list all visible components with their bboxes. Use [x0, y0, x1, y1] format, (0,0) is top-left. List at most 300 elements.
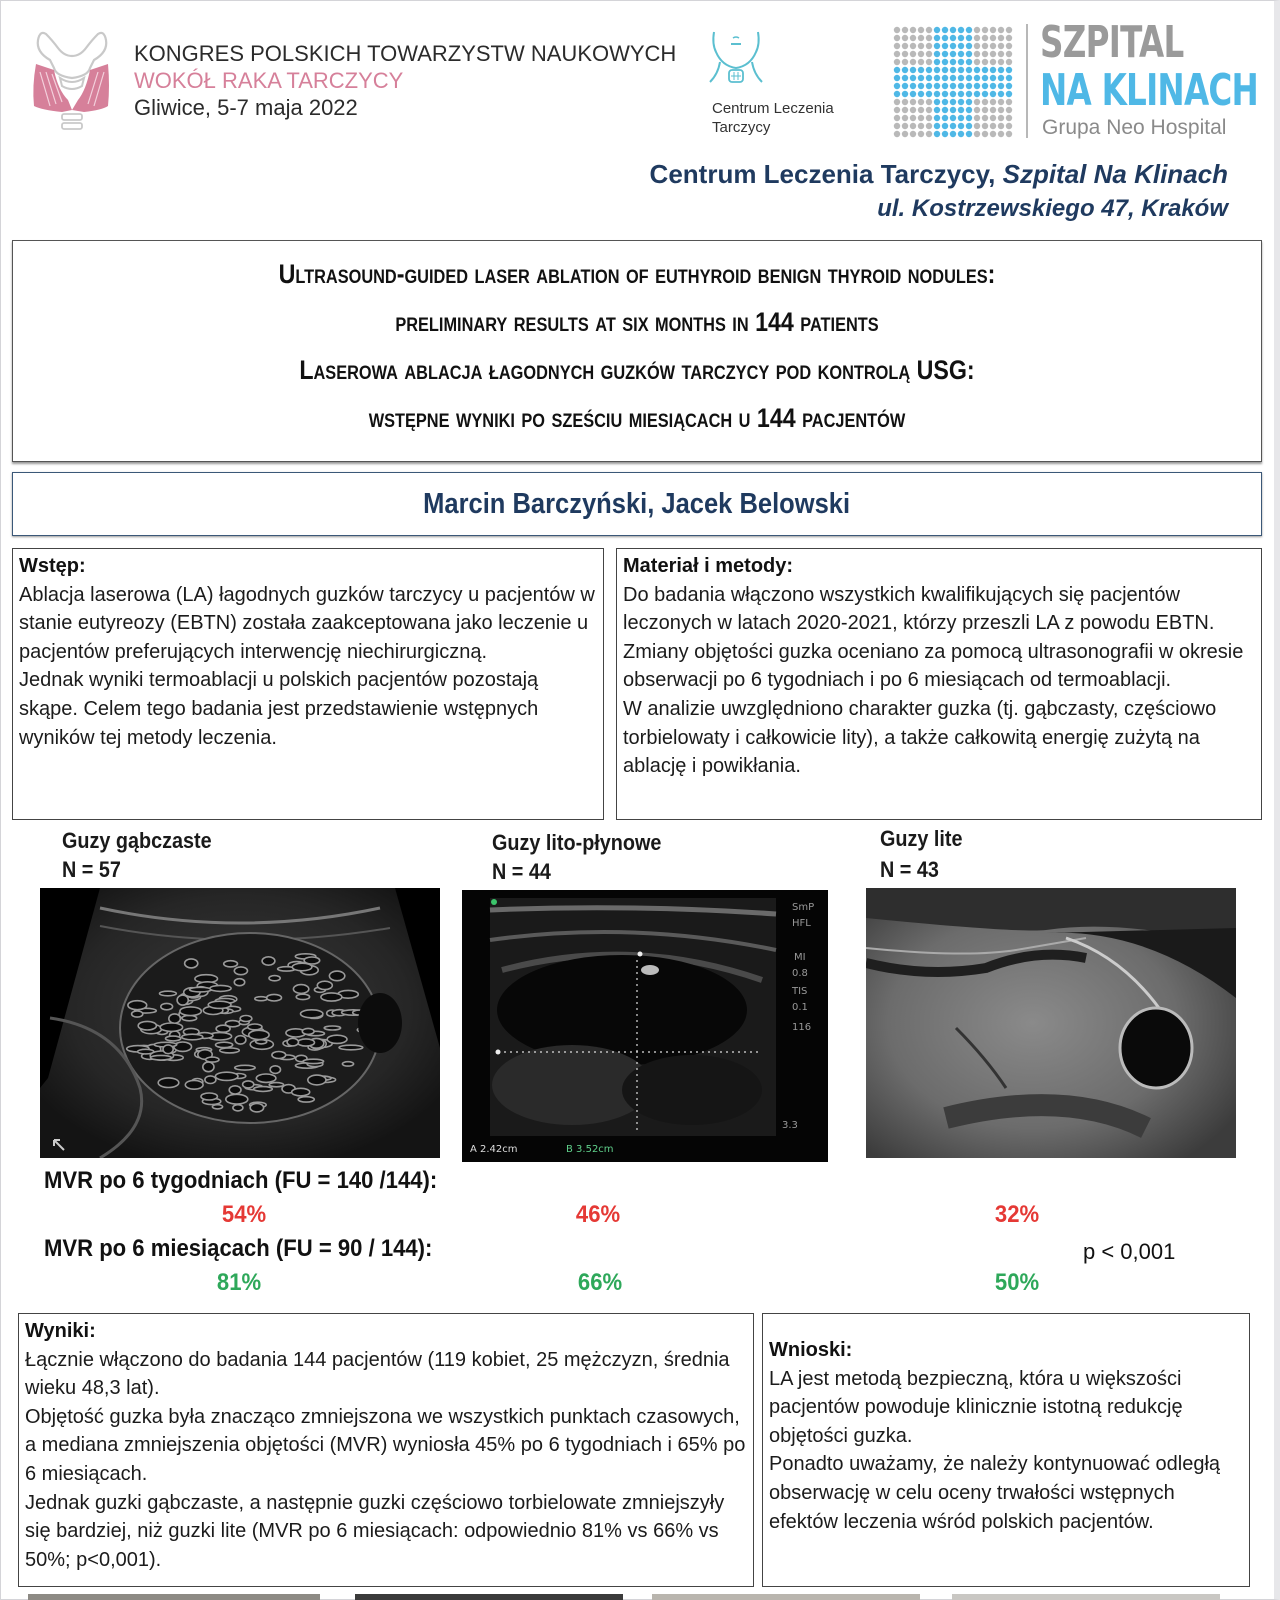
logo-dot [894, 115, 900, 121]
logo-dot [950, 115, 956, 121]
logo-dot [966, 67, 972, 73]
logo-dot [966, 107, 972, 113]
logo-dot [998, 91, 1004, 97]
logo-dot [934, 107, 940, 113]
logo-dot [966, 27, 972, 33]
logo-dot [902, 91, 908, 97]
logo-dot [990, 75, 996, 81]
logo-dot [974, 115, 980, 121]
us-mi-value: 0.8 [792, 968, 808, 979]
methods-heading: Materiał i metody: [623, 555, 794, 577]
logo-dot [990, 91, 996, 97]
logo-dot [958, 99, 964, 105]
logo-dot [974, 91, 980, 97]
logo-dot [974, 35, 980, 41]
sponge-cell [210, 985, 231, 991]
logo-dot [1006, 75, 1012, 81]
caliper-a-marker [638, 952, 643, 957]
logo-dot [942, 67, 948, 73]
logo-dot [934, 131, 940, 137]
logo-dot [910, 43, 916, 49]
hospital-dot-grid-icon [893, 26, 1013, 138]
sponge-cell [229, 1086, 241, 1094]
logo-dot [990, 35, 996, 41]
sponge-cell [301, 1010, 323, 1018]
group-spongiform-n: N = 57 [62, 857, 121, 882]
us-mode2: HFL [792, 918, 811, 929]
logo-dot [934, 67, 940, 73]
logo-dot [942, 131, 948, 137]
logo-dot [982, 131, 988, 137]
logo-dot [950, 99, 956, 105]
logo-dot [934, 123, 940, 129]
sponge-cell [262, 957, 275, 965]
results-panel [18, 1313, 754, 1587]
sponge-cell [287, 1038, 298, 1046]
logo-dot [990, 107, 996, 113]
logo-dot [902, 83, 908, 89]
logo-dot [982, 123, 988, 129]
us-measure-b: B 3.52cm [566, 1144, 614, 1155]
institution-center: Centrum Leczenia Tarczycy, [649, 159, 1003, 189]
logo-dot [926, 107, 932, 113]
logo-dot [910, 35, 916, 41]
us-gain: 116 [792, 1022, 812, 1033]
mvr-months-solid: 50% [994, 1269, 1040, 1296]
logo-dot [990, 27, 996, 33]
sponge-cell [160, 991, 177, 996]
logo-dot [918, 83, 924, 89]
sponge-cell [329, 971, 344, 981]
logo-dot [910, 115, 916, 121]
spongiform-ultrasound-image [40, 888, 440, 1158]
logo-dot [910, 75, 916, 81]
hospital-name-line2: NA KLINACH [1040, 65, 1259, 116]
logo-dot [918, 123, 924, 129]
logo-dot [982, 35, 988, 41]
us-mi-label: MI [794, 952, 806, 963]
logo-dot [958, 35, 964, 41]
hospital-name-line1: SZPITAL [1040, 17, 1184, 68]
logo-dot [926, 131, 932, 137]
poster-title-box [12, 240, 1262, 462]
logo-dot [902, 115, 908, 121]
logo-dot [974, 51, 980, 57]
logo-dot [910, 51, 916, 57]
sponge-cell [182, 1034, 203, 1040]
logo-dot [990, 51, 996, 57]
sponge-cell [293, 985, 308, 994]
logo-dot [926, 75, 932, 81]
intro-paragraph: Jednak wyniki termoablacji u polskich pacjentów pozostają skąpe. Celem tego badania jest przedstawienie wstępnych wyników tej metody leczenia. [19, 669, 539, 749]
logo-dot [942, 99, 948, 105]
sponge-cell [132, 1011, 143, 1017]
logo-dot [958, 43, 964, 49]
logo-dot [958, 59, 964, 65]
logo-dot [910, 99, 916, 105]
sponge-cell [298, 1039, 315, 1046]
sponge-cell [240, 1016, 252, 1022]
logo-dot [926, 67, 932, 73]
sponge-cell [226, 1094, 248, 1104]
authors: Marcin Barczyński, Jacek Belowski [423, 488, 851, 520]
conclusions-paragraph: Ponadto uważamy, że należy kontynuować odległą obserwację w celu oceny trwałości wstępnych efektów leczenia wśród polskich pacjentów. [769, 1453, 1221, 1533]
caliper-b-marker [496, 1050, 501, 1055]
logo-dot [894, 35, 900, 41]
sponge-cell [269, 1083, 283, 1087]
logo-dot [990, 115, 996, 121]
logo-dot [894, 131, 900, 137]
logo-dot [918, 107, 924, 113]
logo-dot [998, 75, 1004, 81]
sponge-cell [269, 976, 280, 981]
logo-dot [966, 99, 972, 105]
authors-box [12, 472, 1262, 536]
logo-dot [982, 51, 988, 57]
logo-dot [950, 35, 956, 41]
logo-dot [982, 99, 988, 105]
logo-dot [998, 35, 1004, 41]
logo-dot [958, 107, 964, 113]
logo-dot [998, 27, 1004, 33]
logo-dot [934, 83, 940, 89]
logo-dot [982, 67, 988, 73]
logo-dot [918, 59, 924, 65]
logo-dot [894, 99, 900, 105]
group-solid-n: N = 43 [880, 857, 939, 882]
group-solid-label: Guzy lite [880, 826, 963, 851]
logo-dot [942, 75, 948, 81]
logo-dot [1006, 107, 1012, 113]
thyroid-logo-icon [32, 26, 112, 136]
logo-dot [998, 123, 1004, 129]
sponge-cell [216, 1025, 230, 1032]
sponge-cell [256, 1040, 267, 1044]
logo-dot [926, 115, 932, 121]
logo-dot [958, 91, 964, 97]
logo-dot [910, 91, 916, 97]
logo-dot [966, 131, 972, 137]
logo-dot [966, 51, 972, 57]
logo-dot [942, 91, 948, 97]
mvr-weeks-label: MVR po 6 tygodniach (FU = 140 /144): [44, 1167, 438, 1194]
logo-dot [902, 131, 908, 137]
logo-dot [958, 115, 964, 121]
hospital-group: Grupa Neo Hospital [1042, 116, 1227, 139]
logo-dot [902, 107, 908, 113]
sponge-cell [180, 1007, 201, 1016]
logo-dot [926, 35, 932, 41]
logo-dot [982, 83, 988, 89]
logo-dot [918, 75, 924, 81]
logo-dot [1006, 99, 1012, 105]
logo-dot [982, 91, 988, 97]
sponge-cell [158, 1078, 179, 1088]
logo-dot [958, 27, 964, 33]
results-heading: Wyniki: [25, 1320, 96, 1342]
sponge-cell [298, 1097, 314, 1102]
sponge-cell [321, 993, 342, 1001]
logo-dot [966, 83, 972, 89]
logo-dot [1006, 59, 1012, 65]
logo-dot [934, 99, 940, 105]
sponge-cell [138, 1021, 156, 1030]
sponge-cell [163, 1045, 173, 1054]
logo-dot [902, 43, 908, 49]
logo-dot [974, 123, 980, 129]
sponge-cell [243, 1081, 254, 1088]
logo-dot [894, 27, 900, 33]
methods-paragraph: Do badania włączono wszystkich kwalifikujących się pacjentów leczonych w latach 2020-2021, którzy przeszli LA z powodu EBTN. Zmiany objętości guzka oceniano za pomocą ultrasonografii w okresie obserwacji po 6 tygodniach i po 6 miesiącach od termoablacji. [623, 583, 1244, 692]
us-mode1: SmP [792, 902, 815, 913]
mvr-months-label: MVR po 6 miesiącach (FU = 90 / 144): [44, 1235, 433, 1262]
logo-dot [998, 99, 1004, 105]
conclusions-panel [762, 1313, 1250, 1587]
congress-title [134, 40, 676, 121]
logo-dot [974, 107, 980, 113]
sponge-cell [292, 1088, 310, 1096]
logo-dot [894, 43, 900, 49]
sponge-cell [233, 1105, 243, 1111]
logo-dot [918, 27, 924, 33]
logo-dot [918, 35, 924, 41]
sponge-cell [208, 1001, 231, 1008]
mvr-weeks-spongiform: 54% [221, 1201, 267, 1228]
logo-dot [998, 59, 1004, 65]
sponge-cell [249, 1030, 269, 1039]
logo-dot [902, 59, 908, 65]
sponge-cell [160, 1023, 182, 1031]
logo-dot [910, 123, 916, 129]
mvr-weeks-solid: 32% [994, 1201, 1040, 1228]
clt-logo-text [712, 99, 834, 137]
sponge-cell [254, 1087, 273, 1092]
logo-dot [934, 75, 940, 81]
us-tis-label: TIS [792, 986, 808, 997]
logo-dot [998, 131, 1004, 137]
logo-dot [942, 43, 948, 49]
logo-dot [934, 91, 940, 97]
sponge-cell [304, 957, 320, 964]
logo-dot [958, 131, 964, 137]
logo-dot [966, 91, 972, 97]
logo-dot [966, 75, 972, 81]
logo-dot [894, 123, 900, 129]
sponge-cell [161, 1003, 173, 1009]
photo-strip-2 [355, 1594, 623, 1600]
logo-dot [974, 27, 980, 33]
logo-dot [950, 123, 956, 129]
sponge-cell [151, 1055, 172, 1060]
logo-dot [950, 107, 956, 113]
mvr-weeks-mixed: 46% [575, 1201, 621, 1228]
logo-dot [1006, 43, 1012, 49]
sponge-cell [169, 1014, 181, 1023]
sponge-cell [270, 1066, 280, 1074]
logo-dot [958, 51, 964, 57]
logo-dot [934, 27, 940, 33]
clt-line1: Centrum Leczenia [712, 100, 834, 117]
title-pl-line2: wstępne wyniki po sześciu miesiącach u 144 pacjentów [368, 403, 906, 433]
logo-dot [1006, 123, 1012, 129]
logo-dot [998, 107, 1004, 113]
logo-dot [950, 43, 956, 49]
sponge-cell [190, 987, 212, 992]
title-en-line1: Ultrasound-guided laser ablation of euthyroid benign thyroid nodules: [278, 259, 996, 289]
logo-dot [894, 51, 900, 57]
group-mixed-label: Guzy lito-płynowe [492, 830, 662, 855]
logo-dot [910, 27, 916, 33]
us-tis-value: 0.1 [792, 1002, 808, 1013]
logo-dot [966, 35, 972, 41]
congress-line2: WOKÓŁ RAKA TARCZYCY [134, 68, 404, 93]
logo-dot [918, 91, 924, 97]
conclusions-paragraph: LA jest metodą bezpieczną, która u większości pacjentów powoduje klinicznie istotną redukcję objętości guzka. [769, 1367, 1183, 1447]
sponge-cell [128, 1001, 147, 1010]
logo-dot [1006, 67, 1012, 73]
neck-thyroid-icon [706, 26, 766, 86]
logo-dot [934, 115, 940, 121]
logo-dot [942, 115, 948, 121]
photo-strip-3 [652, 1594, 920, 1600]
logo-dot [1006, 115, 1012, 121]
institution-hospital: Szpital Na Klinach [1002, 159, 1228, 189]
logo-dot [918, 99, 924, 105]
logo-dot [942, 27, 948, 33]
logo-dot [974, 99, 980, 105]
logo-dot [950, 59, 956, 65]
logo-dot [998, 83, 1004, 89]
logo-dot [974, 131, 980, 137]
methods-paragraph: W analizie uwzględniono charakter guzka (tj. gąbczasty, częściowo torbielowaty i całkowicie lity), a także całkowitą energię zużytą na ablację i powikłania. [623, 697, 1217, 778]
congress-line1: KONGRES POLSKICH TOWARZYSTW NAUKOWYCH [134, 41, 677, 66]
results-paragraph: Łącznie włączono do badania 144 pacjentów (119 kobiet, 25 mężczyzn, średnia wieku 48,3 lat). [25, 1348, 730, 1400]
logo-dot [974, 43, 980, 49]
intro-paragraph: Ablacja laserowa (LA) łagodnych guzków tarczycy u pacjentów w stanie eutyreozy (EBTN) została zaakceptowana jako leczenie u pacjentów preferujących interwencję niechirurgiczną. [19, 583, 595, 663]
logo-dot [990, 83, 996, 89]
logo-dot [942, 35, 948, 41]
logo-dot [990, 99, 996, 105]
logo-dot [950, 91, 956, 97]
logo-dot [926, 99, 932, 105]
logo-dot [894, 107, 900, 113]
logo-dot [958, 75, 964, 81]
sponge-cell [302, 1028, 314, 1034]
logo-dot [982, 75, 988, 81]
clt-line2: Tarczycy [712, 119, 771, 136]
logo-dot [958, 123, 964, 129]
logo-dot [974, 75, 980, 81]
logo-dot [910, 107, 916, 113]
logo-dot [966, 123, 972, 129]
logo-dot [894, 91, 900, 97]
mvr-months-spongiform: 81% [216, 1269, 262, 1296]
solid-ultrasound-image [866, 888, 1236, 1158]
sponge-cell [324, 1026, 340, 1030]
logo-dot [894, 59, 900, 65]
p-value: p < 0,001 [1083, 1239, 1176, 1264]
sponge-cell [248, 1024, 262, 1030]
sponge-cell [216, 1042, 233, 1047]
group-mixed-n: N = 44 [492, 859, 551, 884]
logo-dot [942, 83, 948, 89]
sponge-cell [250, 1104, 263, 1112]
sponge-cell [234, 979, 244, 986]
logo-dot [998, 43, 1004, 49]
results-paragraph: Jednak guzki gąbczaste, a następnie guzki częściowo torbielowate zmniejszyły się bardziej, niż guzki lite (MVR po 6 miesiącach: odpowiednio 81% vs 66% vs 50%; p<0,001). [25, 1491, 725, 1571]
title-pl-line1: Laserowa ablacja łagodnych guzków tarczycy pod kontrolą USG: [299, 355, 975, 385]
institution-address: ul. Kostrzewskiego 47, Kraków [877, 195, 1228, 222]
logo-dot [974, 67, 980, 73]
sponge-cell [296, 994, 309, 999]
sponge-cell [317, 981, 332, 989]
photo-strip-4 [952, 1594, 1220, 1600]
logo-separator [1026, 24, 1028, 138]
logo-dot [902, 67, 908, 73]
logo-dot [958, 67, 964, 73]
title-en-line2: preliminary results at six months in 144 patients [395, 307, 879, 337]
sponge-cell [201, 1093, 217, 1100]
logo-dot [950, 27, 956, 33]
logo-dot [974, 59, 980, 65]
logo-dot [966, 59, 972, 65]
conclusions-heading: Wnioski: [769, 1339, 853, 1361]
intro-heading: Wstęp: [19, 555, 86, 577]
logo-dot [942, 59, 948, 65]
logo-dot [950, 83, 956, 89]
logo-dot [902, 35, 908, 41]
logo-dot [934, 43, 940, 49]
logo-dot [950, 131, 956, 137]
logo-dot [910, 59, 916, 65]
logo-dot [1006, 83, 1012, 89]
logo-dot [918, 115, 924, 121]
logo-dot [1006, 27, 1012, 33]
sponge-cell [185, 1080, 203, 1089]
logo-dot [926, 59, 932, 65]
logo-dot [942, 107, 948, 113]
us-measure-a: A 2.42cm [470, 1144, 518, 1155]
logo-dot [918, 131, 924, 137]
sponge-cell [327, 1035, 347, 1043]
logo-dot [1006, 91, 1012, 97]
logo-dot [934, 35, 940, 41]
institution-name [650, 158, 1228, 190]
logo-dot [990, 59, 996, 65]
logo-dot [974, 83, 980, 89]
logo-dot [902, 123, 908, 129]
logo-dot [950, 67, 956, 73]
logo-dot [918, 51, 924, 57]
logo-dot [934, 59, 940, 65]
us-depth: 3.3 [782, 1120, 798, 1131]
sponge-cell [205, 1076, 216, 1084]
logo-dot [966, 115, 972, 121]
logo-dot [918, 43, 924, 49]
logo-dot [990, 67, 996, 73]
logo-dot [894, 67, 900, 73]
mixed-ultrasound-image [462, 890, 828, 1162]
logo-dot [1006, 131, 1012, 137]
sponge-cell [308, 1075, 326, 1085]
sponge-cell [206, 1057, 219, 1062]
logo-dot [902, 75, 908, 81]
sponge-cell [166, 1036, 181, 1041]
sponge-cell [220, 1048, 240, 1053]
sponge-cell [224, 961, 238, 967]
logo-dot [998, 67, 1004, 73]
logo-dot [982, 107, 988, 113]
